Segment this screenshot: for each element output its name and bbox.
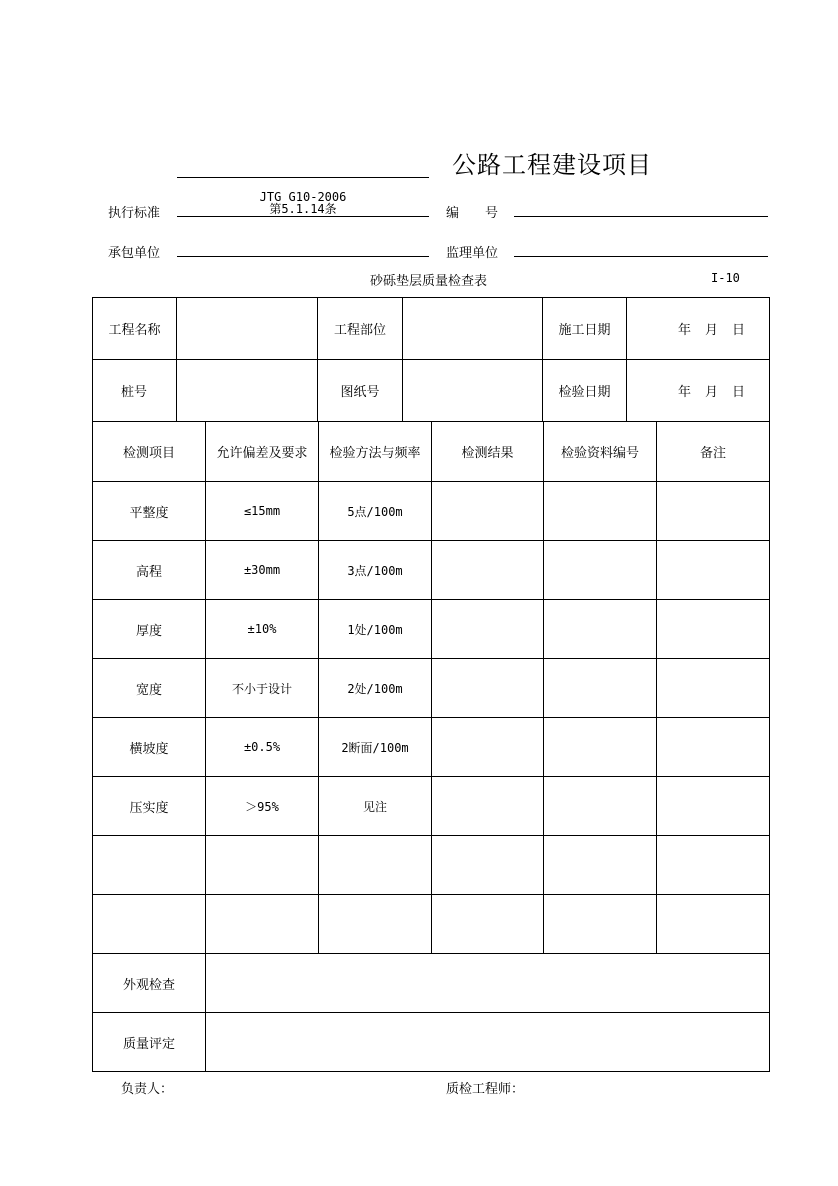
contractor-field[interactable]: [177, 256, 429, 257]
table-row: [93, 541, 770, 600]
column-header: 允许偏差及要求: [206, 422, 319, 482]
date-day: 日: [731, 323, 745, 338]
cell-method: 2断面/100m: [319, 718, 432, 777]
cell-result[interactable]: [432, 718, 544, 777]
table-frame: [92, 297, 769, 1072]
cell-remark[interactable]: [657, 777, 770, 836]
cell-remark[interactable]: [657, 600, 770, 659]
cell-item-name: 压实度: [93, 777, 206, 836]
cell-record-no[interactable]: [544, 600, 657, 659]
quality-row: [93, 1013, 770, 1072]
number-label: 编 号: [446, 206, 499, 221]
cell-method: 5点/100m: [319, 482, 432, 541]
project-part-label: 工程部位: [318, 298, 403, 360]
cell-tolerance: ＞95%: [206, 777, 319, 836]
cell-record-no[interactable]: [544, 718, 657, 777]
appearance-row: [93, 954, 770, 1013]
date-year: 年: [677, 323, 691, 338]
number-field[interactable]: [514, 216, 768, 217]
cell-method: 2处/100m: [319, 659, 432, 718]
column-header: 备注: [657, 422, 770, 482]
cell-method: 3点/100m: [319, 541, 432, 600]
cell-record-no[interactable]: [544, 895, 657, 954]
cell-result[interactable]: [432, 836, 544, 895]
form-code: I-10: [711, 271, 740, 285]
table-row: [93, 777, 770, 836]
cell-record-no[interactable]: [544, 836, 657, 895]
info-row-1: [93, 298, 770, 360]
standard-label: 执行标准: [108, 206, 161, 221]
cell-result[interactable]: [432, 600, 544, 659]
cell-method: 见注: [319, 777, 432, 836]
cell-item-name: 宽度: [93, 659, 206, 718]
quality-engineer-label: 质检工程师：: [446, 1082, 525, 1097]
drawing-no-field[interactable]: [403, 360, 543, 422]
date-month: 月: [704, 385, 718, 400]
cell-item-name: 厚度: [93, 600, 206, 659]
column-header: 检验资料编号: [544, 422, 657, 482]
form-title: 砂砾垫层质量检查表: [370, 274, 488, 289]
cell-tolerance: ±0.5%: [206, 718, 319, 777]
cell-tolerance: ≤15mm: [206, 482, 319, 541]
cell-method: [319, 895, 432, 954]
standard-code: JTG G10-2006: [259, 190, 347, 204]
standard-field[interactable]: [177, 216, 429, 217]
cell-tolerance: [206, 895, 319, 954]
project-name-label: 工程名称: [93, 298, 177, 360]
table-row: [93, 659, 770, 718]
cell-tolerance: ±10%: [206, 600, 319, 659]
cell-record-no[interactable]: [544, 541, 657, 600]
date-year: 年: [677, 385, 691, 400]
info-row-2: [93, 360, 770, 422]
station-field[interactable]: [177, 360, 318, 422]
cell-remark[interactable]: [657, 836, 770, 895]
cell-result[interactable]: [432, 482, 544, 541]
column-header: 检测结果: [432, 422, 544, 482]
table-row: [93, 600, 770, 659]
cell-tolerance: 不小于设计: [206, 659, 319, 718]
project-name-field[interactable]: [177, 298, 318, 360]
table-row: [93, 718, 770, 777]
supervisor-field[interactable]: [514, 256, 768, 257]
cell-tolerance: [206, 836, 319, 895]
supervisor-label: 监理单位: [446, 246, 499, 261]
cell-record-no[interactable]: [544, 659, 657, 718]
inspection-date-field[interactable]: [627, 360, 770, 422]
cell-result[interactable]: [432, 659, 544, 718]
cell-record-no[interactable]: [544, 482, 657, 541]
cell-item-name: [93, 895, 206, 954]
cell-item-name: 高程: [93, 541, 206, 600]
cell-remark[interactable]: [657, 659, 770, 718]
cell-method: 1处/100m: [319, 600, 432, 659]
project-part-field[interactable]: [403, 298, 543, 360]
cell-result[interactable]: [432, 541, 544, 600]
cell-method: [319, 836, 432, 895]
standard-clause: 第5.1.14条: [269, 202, 337, 216]
contractor-label: 承包单位: [108, 246, 161, 261]
cell-tolerance: ±30mm: [206, 541, 319, 600]
appearance-field[interactable]: [206, 954, 770, 1013]
cell-result[interactable]: [432, 895, 544, 954]
inspection-date-label: 检验日期: [543, 360, 627, 422]
responsible-label: 负责人：: [121, 1082, 174, 1097]
header-blank-line: [177, 177, 429, 178]
table-row: [93, 895, 770, 954]
column-header: 检测项目: [93, 422, 206, 482]
drawing-no-label: 图纸号: [318, 360, 403, 422]
info-table: [92, 297, 770, 422]
quality-field[interactable]: [206, 1013, 770, 1072]
check-table: [92, 421, 770, 1072]
construction-date-field[interactable]: [627, 298, 770, 360]
cell-remark[interactable]: [657, 895, 770, 954]
cell-remark[interactable]: [657, 541, 770, 600]
column-header-row: [93, 422, 770, 482]
cell-item-name: 平整度: [93, 482, 206, 541]
cell-record-no[interactable]: [544, 777, 657, 836]
quality-label: 质量评定: [93, 1013, 206, 1072]
station-label: 桩号: [93, 360, 177, 422]
table-row: [93, 482, 770, 541]
cell-remark[interactable]: [657, 718, 770, 777]
date-month: 月: [704, 323, 718, 338]
cell-item-name: 横坡度: [93, 718, 206, 777]
cell-result[interactable]: [432, 777, 544, 836]
page-title: 公路工程建设项目: [452, 151, 652, 179]
table-row: [93, 836, 770, 895]
construction-date-label: 施工日期: [543, 298, 627, 360]
cell-item-name: [93, 836, 206, 895]
cell-remark[interactable]: [657, 482, 770, 541]
date-day: 日: [731, 385, 745, 400]
column-header: 检验方法与频率: [319, 422, 432, 482]
appearance-label: 外观检查: [93, 954, 206, 1013]
